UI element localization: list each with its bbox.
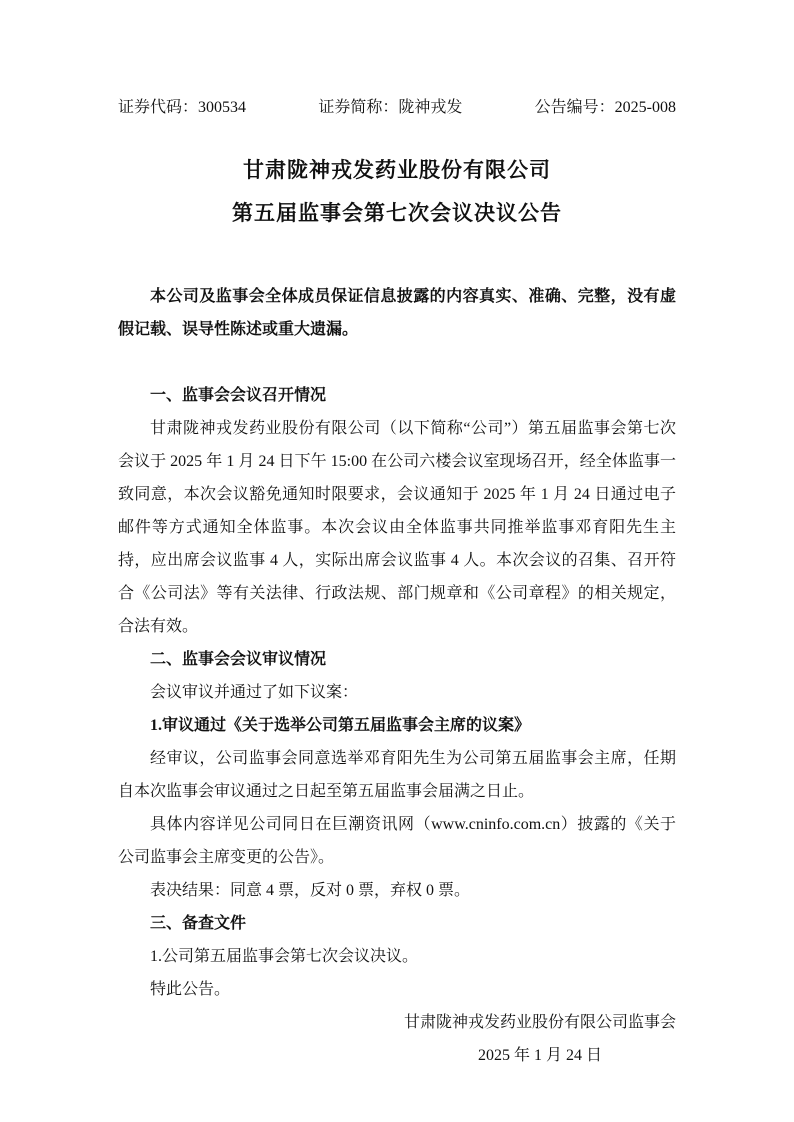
section1-heading: 一、监事会会议召开情况 <box>150 387 327 404</box>
document-header <box>118 96 676 120</box>
signature-company: 甘肃陇神戎发药业股份有限公司监事会 <box>403 1014 676 1031</box>
document-body <box>118 280 676 1072</box>
section2-intro: 会议审议并通过了如下议案： <box>150 684 359 701</box>
signature-date: 2025 年 1 月 24 日 <box>477 1047 602 1064</box>
stock-name: 证券简称：陇神戎发 <box>318 99 463 116</box>
truth-statement: 本公司及监事会全体成员保证信息披露的内容真实、准确、完整，没有虚假记载、误导性陈述或重大遗漏。 <box>118 288 676 338</box>
signature-block <box>404 1006 676 1072</box>
proposal-paragraph-2: 具体内容详见公司同日在巨潮资讯网（www.cninfo.com.cn）披露的《关于公司监事会主席变更的公告》。 <box>118 816 676 866</box>
company-title: 甘肃陇神戎发药业股份有限公司 <box>243 158 551 182</box>
vote-result: 表决结果：同意 4 票，反对 0 票，弃权 0 票。 <box>150 882 471 899</box>
section2-heading: 二、监事会会议审议情况 <box>150 651 327 668</box>
proposal-heading: 1.审议通过《关于选举公司第五届监事会主席的议案》 <box>150 717 531 734</box>
stock-code: 证券代码：300534 <box>118 99 247 116</box>
reference-document-item: 1.公司第五届监事会第七次会议决议。 <box>150 948 419 965</box>
proposal-paragraph-1: 经审议，公司监事会同意选举邓育阳先生为公司第五届监事会主席，任期自本次监事会审议通过之日起至第五届监事会届满之日止。 <box>118 750 676 800</box>
document-title: 第五届监事会第七次会议决议公告 <box>232 201 562 225</box>
announcement-number: 公告编号：2025-008 <box>534 99 676 116</box>
closing-line: 特此公告。 <box>150 981 231 998</box>
section3-heading: 三、备查文件 <box>150 915 247 932</box>
section1-paragraph: 甘肃陇神戎发药业股份有限公司（以下简称“公司”）第五届监事会第七次会议于 2025 年 1 月 24 日下午 15:00 在公司六楼会议室现场召开，经全体监事一致同意，本次会议豁免通知时限要求，会议通知于 2025 年 1 月 24 日通过电子邮件等方式通知全体监事。本次会议由全体监事共同推举监事邓育阳先生主持，应出席会议监事 4 人，实际出席会议监事 4 人。本次会议的召集、召开符合《公司法》等有关法律、行政法规、部门规章和《公司章程》的相关规定，合法有效。 <box>118 420 676 635</box>
